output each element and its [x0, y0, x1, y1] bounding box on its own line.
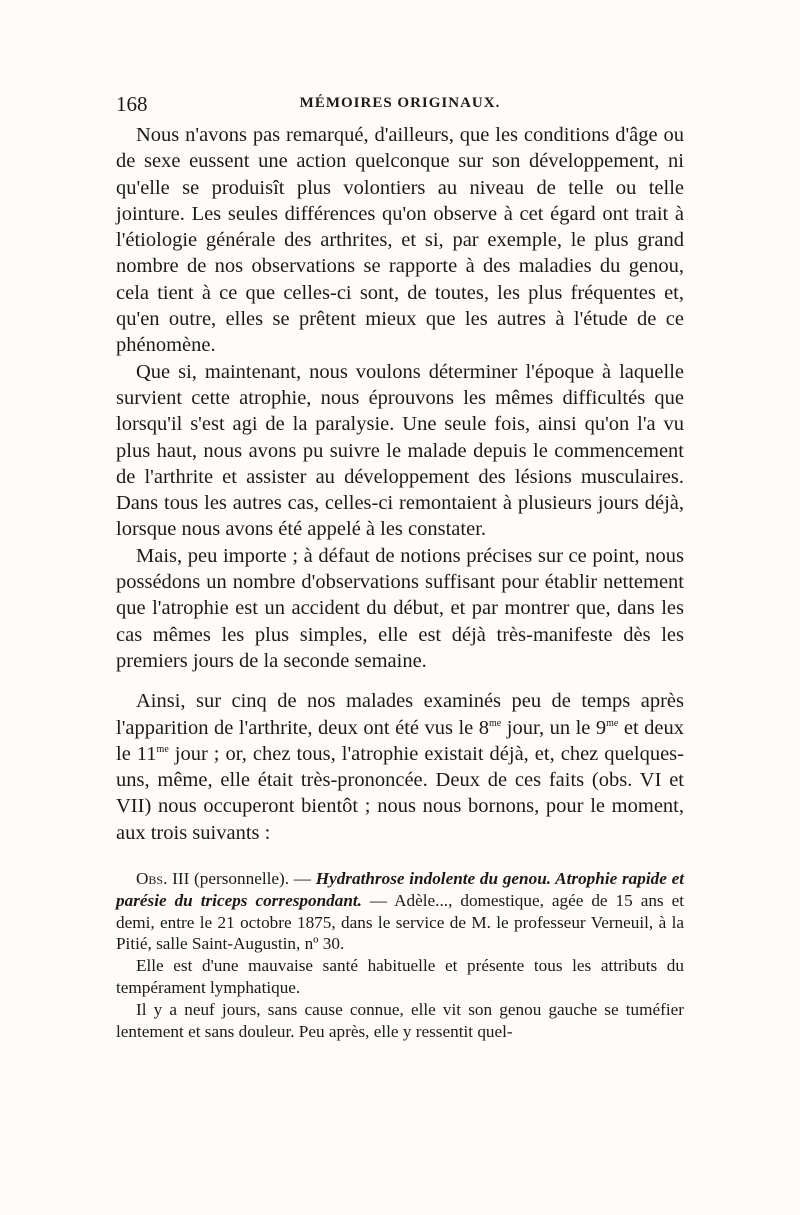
observation-paragraph-3: Il y a neuf jours, sans cause connue, elle vit son genou gauche se tuméfier lentement et sans douleur. Peu après, elle y ressentit quel- [116, 999, 684, 1041]
body-text [116, 122, 684, 846]
book-page [116, 92, 684, 1042]
ordinal-sup: me [606, 717, 619, 729]
observation-block [116, 868, 684, 1042]
paragraph-2: Que si, maintenant, nous voulons déterminer l'époque à laquelle survient cette atrophie, nous éprouvons les mêmes difficultés que lorsqu'il s'est agi de la paralysie. Une seule fois, ainsi qu'on l'a vu plus haut, nous avons pu suivre le malade depuis le commencement de l'arthrite et assister au développement des lésions musculaires. Dans tous les autres cas, celles-ci remontaient à plusieurs jours déjà, lorsque nous avons été appelé à les constater. [116, 360, 684, 541]
paragraph-4-text: jour, un le 9 [501, 716, 607, 739]
ordinal-sup: me [156, 744, 169, 755]
running-head [116, 92, 684, 122]
observation-paragraph-2: Elle est d'une mauvaise santé habituelle et présente tous les attributs du tempérament lymphatique. [116, 956, 684, 997]
observation-heading [116, 868, 684, 955]
running-title: MÉMOIRES ORIGINAUX. [299, 95, 501, 111]
observation-label: Obs. III [136, 869, 190, 889]
observation-label-rest: (personnelle). — [189, 869, 316, 889]
observation-title: Hydrathrose indolente du genou. Atrophie rapide et parésie du triceps correspondant. [116, 869, 685, 910]
paragraph-4 [116, 688, 684, 846]
page-number: 168 [116, 92, 148, 116]
paragraph-4-text: et deux le 11 [116, 716, 685, 765]
paragraph-3: Mais, peu importe ; à défaut de notions précises sur ce point, nous possédons un nombre d'observations suffisant pour établir nettement que l'atrophie est un accident du début, et par montrer que, dans les cas mêmes les plus simples, elle est déjà très-manifeste dès les premiers jours de la seconde semaine. [116, 544, 684, 672]
observation-intro: — Adèle..., domestique, agée de 15 ans et demi, entre le 21 octobre 1875, dans le service de M. le professeur Verneuil, à la Pitié, salle Saint-Augustin, nº 30. [116, 890, 684, 954]
paragraph-1: Nous n'avons pas remarqué, d'ailleurs, que les conditions d'âge ou de sexe eussent une action quelconque sur son développement, ni qu'elle se produisît plus volontiers au niveau de telle ou telle jointure. Les seules différences qu'on observe à cet égard ont trait à l'étiologie générale des arthrites, et si, par exemple, le plus grand nombre de nos observations se rapporte à des maladies du genou, cela tient à ce que celles-ci sont, de toutes, les plus fréquentes et, qu'en outre, elles se prêtent mieux que les autres à l'étude de ce phénomène. [116, 124, 684, 357]
ordinal-sup: me [489, 717, 502, 729]
paragraph-4-text: jour ; or, chez tous, l'atrophie existait déjà, et, chez quelques-uns, même, elle était très-prononcée. Deux de ces faits (obs. VI et VII) nous occuperont bientôt ; nous nous bornons, pour le moment, aux trois suivants : [116, 742, 684, 844]
paragraph-4-text: Ainsi, sur cinq de nos malades examinés peu de temps après l'apparition de l'arthrite, deux ont été vus le 8 [116, 690, 684, 739]
